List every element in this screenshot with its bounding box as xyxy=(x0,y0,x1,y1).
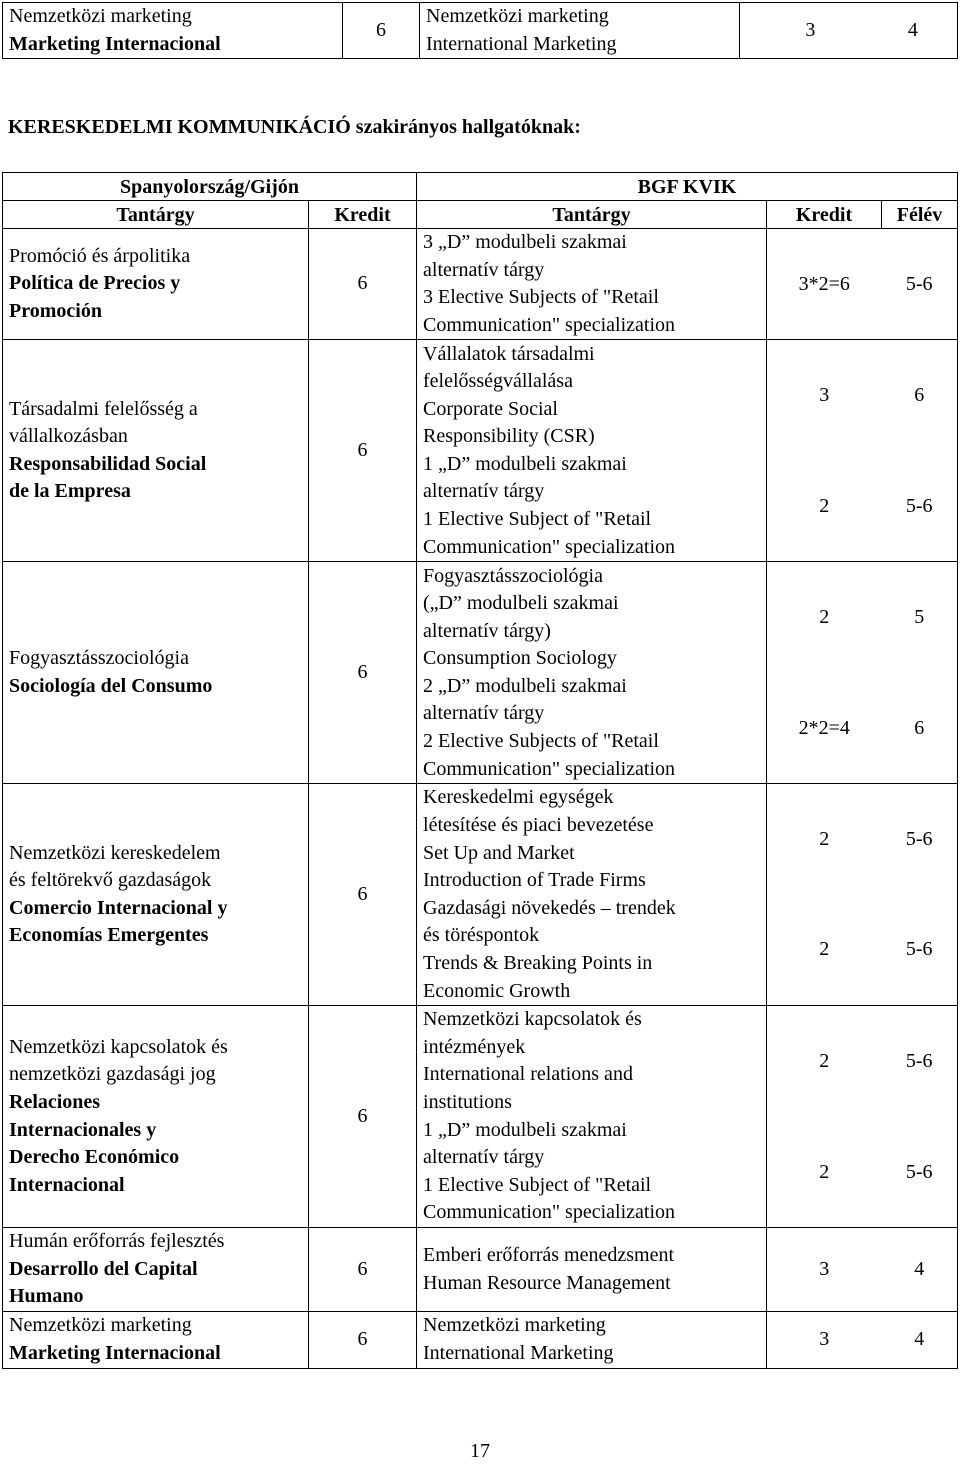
course-name-es: de la Empresa xyxy=(9,480,131,503)
right-course-cell xyxy=(417,1006,767,1228)
kredit-felev-pair xyxy=(767,493,957,521)
kredit-felev-pair xyxy=(767,826,957,854)
right-course-cell xyxy=(417,229,767,340)
kredit-value: 2 xyxy=(819,494,830,517)
kredit-felev-cell xyxy=(767,229,958,340)
kredit-felev-cell xyxy=(767,340,958,562)
right-course-cell xyxy=(417,562,767,784)
course-line: Fogyasztásszociológia xyxy=(423,564,603,587)
credit-cell: 6 xyxy=(309,562,417,784)
felev-value: 5-6 xyxy=(905,494,933,517)
course-lines xyxy=(423,1006,760,1227)
course-name-hu: Promóció és árpolitika xyxy=(9,244,191,267)
kredit-value: 2 xyxy=(819,1160,830,1183)
course-line: International Marketing xyxy=(423,1341,614,1364)
course-name-hu: Fogyasztásszociológia xyxy=(9,647,189,670)
col-header-tantargy-left: Tantárgy xyxy=(3,201,309,229)
course-name-es: Economías Emergentes xyxy=(9,924,209,947)
course-line: és töréspontok xyxy=(423,924,540,947)
felev-value: 6 xyxy=(914,716,925,739)
course-lines xyxy=(423,563,760,784)
felev-value: 4 xyxy=(914,1328,925,1351)
course-name-hu: Társadalmi felelősség a xyxy=(9,397,198,420)
course-lines xyxy=(423,341,760,562)
course-lines xyxy=(423,1242,760,1297)
left-course-cell xyxy=(3,1311,309,1368)
course-line: alternatív tárgy) xyxy=(423,619,551,642)
course-line: alternatív tárgy xyxy=(423,480,545,503)
course-name-es: Comercio Internacional y xyxy=(9,896,228,919)
course-line: Set Up and Market xyxy=(423,841,575,864)
course-line: Communication" specialization xyxy=(423,535,676,558)
course-name-es: Derecho Económico xyxy=(9,1146,180,1169)
kredit-felev-cell xyxy=(767,1006,958,1228)
credit-cell: 6 xyxy=(309,1006,417,1228)
course-line: Communication" specialization xyxy=(423,757,676,780)
credit-cell: 6 xyxy=(309,229,417,340)
credit-cell: 6 xyxy=(309,1228,417,1312)
credit-cell: 6 xyxy=(309,1311,417,1368)
course-name-hu: vállalkozásban xyxy=(9,425,128,448)
group-header-row xyxy=(3,173,958,201)
course-line: Economic Growth xyxy=(423,979,571,1002)
course-line: Responsibility (CSR) xyxy=(423,425,595,448)
course-name-es: Internacionales y xyxy=(9,1118,157,1141)
kredit-value: 3 xyxy=(819,1257,830,1280)
course-line: 1 Elective Subject of "Retail xyxy=(423,508,652,531)
course-lines xyxy=(423,1312,760,1367)
course-name-es: Sociología del Consumo xyxy=(9,674,213,697)
course-name-es: Internacional xyxy=(9,1173,125,1196)
course-line: Emberi erőforrás menedzsment xyxy=(423,1243,675,1266)
kredit-value: 3 xyxy=(819,383,830,406)
kredit-value: 3*2=6 xyxy=(798,272,850,295)
section-heading: KERESKEDELMI KOMMUNIKÁCIÓ szakirányos hallgatóknak: xyxy=(8,116,581,138)
kredit-felev-pair xyxy=(767,1048,957,1076)
course-name-hu: Humán erőforrás fejlesztés xyxy=(9,1230,225,1253)
kredit-felev-cell xyxy=(767,562,958,784)
kredit-felev-cell xyxy=(767,1311,958,1368)
left-course-cell xyxy=(3,229,309,340)
course-line: alternatív tárgy xyxy=(423,702,545,725)
kredit-felev-pair xyxy=(767,1256,957,1284)
kredit-felev-cell xyxy=(740,3,958,59)
course-line: Kereskedelmi egységek xyxy=(423,786,614,809)
course-line: 3 „D” modulbeli szakmai xyxy=(423,231,627,253)
course-line: („D” modulbeli szakmai xyxy=(423,592,619,615)
kredit-felev-pair xyxy=(767,1326,957,1354)
table-row xyxy=(3,784,958,1006)
course-line: Corporate Social xyxy=(423,397,558,420)
right-course-cell xyxy=(420,3,740,59)
course-line: Human Resource Management xyxy=(423,1271,671,1294)
course-name-es: Promoción xyxy=(9,299,102,322)
left-course-cell xyxy=(3,3,343,59)
table-row xyxy=(3,1311,958,1368)
kredit-felev-pair xyxy=(767,604,957,632)
kredit-felev-pair xyxy=(767,382,957,410)
course-name-hu: nemzetközi gazdasági jog xyxy=(9,1063,216,1086)
felev-value: 5-6 xyxy=(905,1049,933,1072)
course-lines xyxy=(423,229,760,339)
course-line: Vállalatok társadalmi xyxy=(423,342,595,365)
course-line: International Marketing xyxy=(426,32,617,55)
group-header-left: Spanyolország/Gijón xyxy=(3,173,417,201)
left-course-cell xyxy=(3,784,309,1006)
kredit-value: 2 xyxy=(819,827,830,850)
col-header-kredit-left: Kredit xyxy=(309,201,417,229)
course-equivalence-table xyxy=(2,172,958,1369)
felev-value: 5-6 xyxy=(905,272,933,295)
kredit-value: 2 xyxy=(819,1049,830,1072)
course-line: 1 „D” modulbeli szakmai xyxy=(423,1118,627,1141)
course-name-es: Humano xyxy=(9,1285,84,1308)
felev-value: 5-6 xyxy=(905,827,933,850)
kredit-value: 3 xyxy=(819,1328,830,1351)
column-header-row xyxy=(3,201,958,229)
felev-value: 5-6 xyxy=(905,938,933,961)
course-line: Consumption Sociology xyxy=(423,647,617,670)
course-line: Trends & Breaking Points in xyxy=(423,951,653,974)
kredit-value: 3 xyxy=(805,18,816,41)
course-name-es: Responsabilidad Social xyxy=(9,452,207,475)
kredit-felev-cell xyxy=(767,784,958,1006)
course-line: alternatív tárgy xyxy=(423,258,545,281)
left-course-cell xyxy=(3,562,309,784)
kredit-value: 2 xyxy=(819,605,830,628)
kredit-value: 2 xyxy=(819,938,830,961)
right-course-cell xyxy=(417,1311,767,1368)
course-name-hu: Nemzetközi kapcsolatok és xyxy=(9,1035,228,1058)
left-course-cell xyxy=(3,1228,309,1312)
course-name-hu: Nemzetközi marketing xyxy=(9,1314,192,1337)
right-course-cell xyxy=(417,340,767,562)
course-line: Nemzetközi marketing xyxy=(423,1314,606,1337)
course-line: Communication" specialization xyxy=(423,313,676,336)
course-line: alternatív tárgy xyxy=(423,1146,545,1169)
course-name-es: Marketing Internacional xyxy=(9,32,221,55)
felev-value: 5-6 xyxy=(905,1160,933,1183)
kredit-felev-pair xyxy=(767,1159,957,1187)
col-header-felev: Félév xyxy=(882,201,958,229)
felev-value: 4 xyxy=(907,18,918,41)
left-course-cell xyxy=(3,340,309,562)
kredit-felev-pair xyxy=(767,936,957,964)
course-line: Communication" specialization xyxy=(423,1201,676,1224)
course-line: Introduction of Trade Firms xyxy=(423,869,646,892)
table-row xyxy=(3,229,958,340)
kredit-felev-pair xyxy=(767,271,957,299)
right-course-cell xyxy=(417,1228,767,1312)
course-name-es: Relaciones xyxy=(9,1091,101,1114)
course-line: intézmények xyxy=(423,1035,526,1058)
credit-cell: 6 xyxy=(309,784,417,1006)
page-number: 17 xyxy=(470,1440,490,1462)
kredit-felev-cell xyxy=(767,1228,958,1312)
table-row xyxy=(3,340,958,562)
continued-course-table xyxy=(2,2,958,59)
kredit-value: 2*2=4 xyxy=(798,716,850,739)
course-line: létesítése és piaci bevezetése xyxy=(423,813,654,836)
table-row xyxy=(3,562,958,784)
course-line: Nemzetközi marketing xyxy=(426,5,609,27)
credit-cell: 6 xyxy=(309,340,417,562)
felev-value: 4 xyxy=(914,1257,925,1280)
course-name-hu: Nemzetközi kereskedelem xyxy=(9,841,221,864)
group-header-right: BGF KVIK xyxy=(417,173,958,201)
col-header-tantargy-right: Tantárgy xyxy=(417,201,767,229)
felev-value: 6 xyxy=(914,383,925,406)
kredit-felev-pair xyxy=(767,715,957,743)
course-line: Gazdasági növekedés – trendek xyxy=(423,896,676,919)
course-name-hu: Nemzetközi marketing xyxy=(9,5,192,27)
credit-cell: 6 xyxy=(343,3,420,59)
course-name-es: Marketing Internacional xyxy=(9,1341,221,1364)
felev-value: 5 xyxy=(914,605,925,628)
course-line: 2 Elective Subjects of "Retail xyxy=(423,730,659,753)
table-row xyxy=(3,3,958,59)
right-course-cell xyxy=(417,784,767,1006)
course-lines xyxy=(423,784,760,1005)
course-line: 1 Elective Subject of "Retail xyxy=(423,1173,652,1196)
course-line: 3 Elective Subjects of "Retail xyxy=(423,286,659,309)
left-course-cell xyxy=(3,1006,309,1228)
course-line: institutions xyxy=(423,1091,512,1114)
table-row xyxy=(3,1006,958,1228)
course-line: 1 „D” modulbeli szakmai xyxy=(423,452,627,475)
course-line: Nemzetközi kapcsolatok és xyxy=(423,1008,642,1031)
course-name-es: Desarrollo del Capital xyxy=(9,1257,198,1280)
course-name-hu: és feltörekvő gazdaságok xyxy=(9,869,212,892)
course-line: felelősségvállalása xyxy=(423,370,573,393)
col-header-kredit-right: Kredit xyxy=(767,201,882,229)
course-line: 2 „D” modulbeli szakmai xyxy=(423,674,627,697)
course-line: International relations and xyxy=(423,1063,633,1086)
table-row xyxy=(3,1228,958,1312)
course-name-es: Política de Precios y xyxy=(9,272,181,295)
